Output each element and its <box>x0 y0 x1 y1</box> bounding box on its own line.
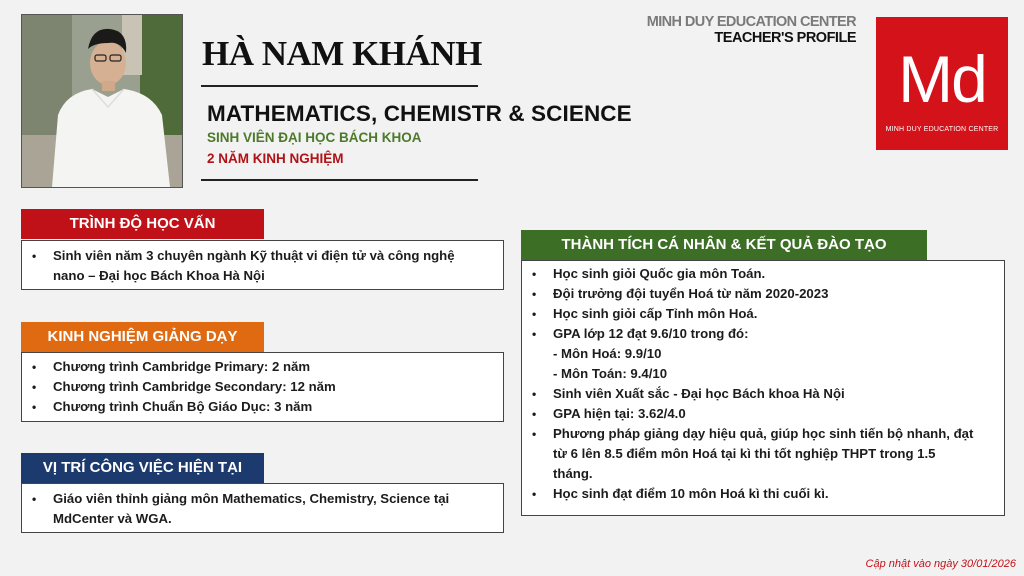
logo-subtext: MINH DUY EDUCATION CENTER <box>885 126 999 133</box>
teacher-name: HÀ NAM KHÁNH <box>202 34 482 73</box>
education-box <box>21 240 504 290</box>
list-item: - Môn Hoá: 9.9/10 <box>553 346 662 361</box>
position-heading: VỊ TRÍ CÔNG VIỆC HIỆN TẠI <box>21 453 264 483</box>
list-item: • GPA hiện tại: 3.62/4.0 <box>532 406 686 421</box>
school-label: SINH VIÊN ĐẠI HỌC BÁCH KHOA <box>207 130 422 145</box>
achievements-box <box>521 260 1005 516</box>
page-label: TEACHER'S PROFILE <box>714 30 856 46</box>
logo-text: Md <box>898 42 986 116</box>
list-item: • Học sinh giỏi cấp Tỉnh môn Hoá. <box>532 306 758 321</box>
list-item: • Chương trình Chuẩn Bộ Giáo Dục: 3 năm <box>32 399 313 414</box>
update-date: Cập nhật vào ngày 30/01/2026 <box>865 558 1016 570</box>
list-item: - Môn Toán: 9.4/10 <box>553 366 668 381</box>
teaching-subjects: MATHEMATICS, CHEMISTR & SCIENCE <box>207 101 632 126</box>
list-item: • Sinh viên năm 3 chuyên ngành Kỹ thuật vi điện tử và công nghệ nano – Đại học Bách Khoa Hà Nội <box>32 248 455 283</box>
teaching-box <box>21 352 504 422</box>
list-item: • Giáo viên thỉnh giảng môn Mathematics, Chemistry, Science tại MdCenter và WGA. <box>32 491 450 526</box>
achievements-heading: THÀNH TÍCH CÁ NHÂN & KẾT QUẢ ĐÀO TẠO <box>521 230 927 260</box>
list-item: • Học sinh đạt điểm 10 môn Hoá kì thi cuối kì. <box>532 486 829 501</box>
list-item: • Đội trưởng đội tuyển Hoá từ năm 2020-2023 <box>532 286 829 301</box>
education-heading: TRÌNH ĐỘ HỌC VẤN <box>21 209 264 239</box>
experience-years: 2 NĂM KINH NGHIỆM <box>207 151 344 166</box>
name-divider <box>201 85 478 87</box>
list-item: • Phương pháp giảng dạy hiệu quả, giúp học sinh tiến bộ nhanh, đạt từ 6 lên 8.5 điểm môn Hoá tại kì thi tốt nghiệp THPT trong 1.5 tháng. <box>532 426 974 481</box>
list-item: • Chương trình Cambridge Primary: 2 năm <box>32 359 311 374</box>
center-name: MINH DUY EDUCATION CENTER <box>646 14 856 30</box>
teacher-portrait-image <box>22 15 182 187</box>
list-item: • Chương trình Cambridge Secondary: 12 năm <box>32 379 336 394</box>
teacher-photo <box>21 14 183 188</box>
list-item: • Học sinh giỏi Quốc gia môn Toán. <box>532 266 766 281</box>
md-logo <box>876 17 1008 150</box>
list-item: • Sinh viên Xuất sắc - Đại học Bách khoa Hà Nội <box>532 386 845 401</box>
titles-divider <box>201 179 478 181</box>
position-box <box>21 483 504 533</box>
list-item: • GPA lớp 12 đạt 9.6/10 trong đó: <box>532 326 749 341</box>
teaching-heading: KINH NGHIỆM GIẢNG DẠY <box>21 322 264 352</box>
